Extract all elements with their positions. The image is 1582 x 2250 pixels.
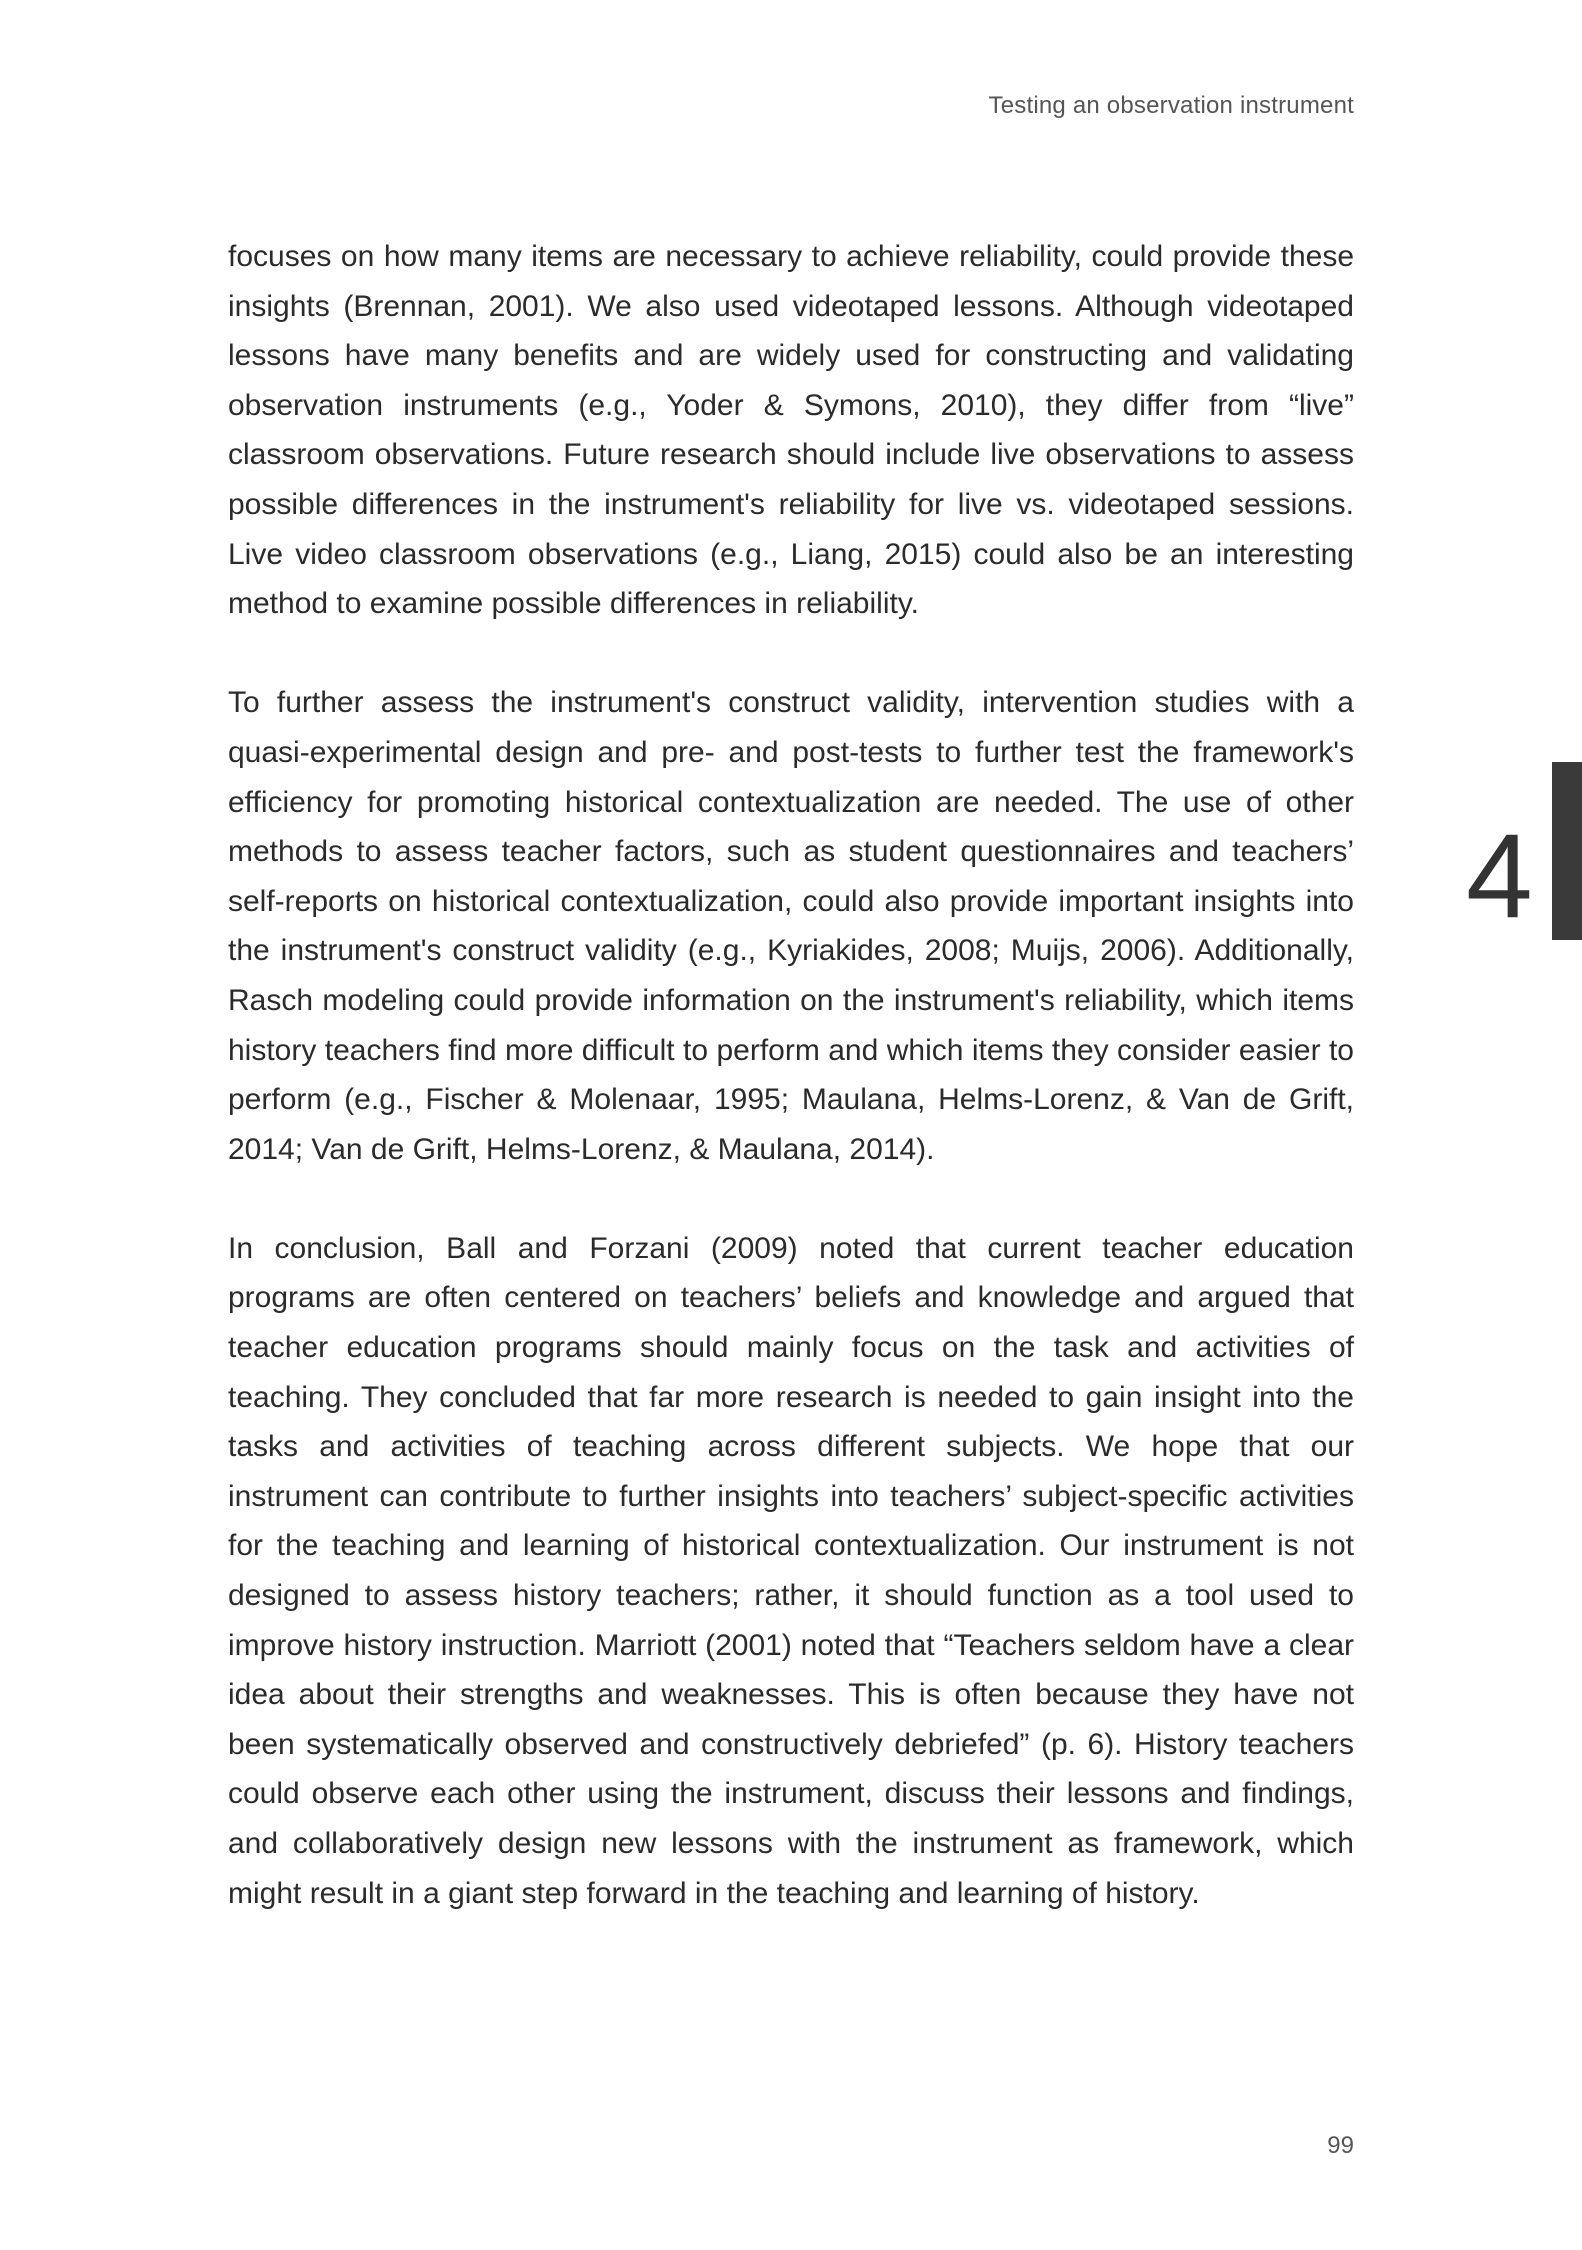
paragraph-2: To further assess the instrument's construct validity, intervention studies with a quasi-experimental design and pre- and post-tests to further test the framework's efficiency for promoting historical contextualization are needed. The use of other methods to assess teacher factors, such as student questionnaires and teachers’ self-reports on historical contextualization, could also provide important insights into the instrument's construct validity (e.g., Kyriakides, 2008; Muijs, 2006). Additionally, Rasch modeling could provide information on the instrument's reliability, which items history teachers find more difficult to perform and which items they consider easier to perform (e.g., Fischer & Molenaar, 1995; Maulana, Helms-Lorenz, & Van de Grift, 2014; Van de Grift, Helms-Lorenz, & Maulana, 2014). <box>228 686 1354 1166</box>
chapter-thumb-tab <box>1552 762 1582 940</box>
chapter-number: 4 <box>1466 809 1533 943</box>
paragraph-3: In conclusion, Ball and Forzani (2009) noted that current teacher education programs are often centered on teachers’ beliefs and knowledge and argued that teacher education programs should mainly focus on the task and activities of teaching. They concluded that far more research is needed to gain insight into the tasks and activities of teaching across different subjects. We hope that our instrument can contribute to further insights into teachers’ subject-specific activities for the teaching and learning of historical contextualization. Our instrument is not designed to assess history teachers; rather, it should function as a tool used to improve history instruction. Marriott (2001) noted that “Teachers seldom have a clear idea about their strengths and weaknesses. This is often because they have not been systematically observed and constructively debriefed” (p. 6). History teachers could observe each other using the instrument, discuss their lessons and findings, and collaboratively design new lessons with the instrument as framework, which might result in a giant step forward in the teaching and learning of history. <box>228 1231 1354 1910</box>
running-header: Testing an observation instrument <box>988 92 1354 119</box>
page-number: 99 <box>1327 2132 1354 2159</box>
body-text <box>228 232 1354 1968</box>
paragraph-1: focuses on how many items are necessary to achieve reliability, could provide these insights (Brennan, 2001). We also used videotaped lessons. Although videotaped lessons have many benefits and are widely used for constructing and validating observation instruments (e.g., Yoder & Symons, 2010), they differ from “live” classroom observations. Future research should include live observations to assess possible differences in the instrument's reliability for live vs. videotaped sessions. Live video classroom observations (e.g., Liang, 2015) could also be an interesting method to examine possible differences in reliability. <box>228 240 1354 621</box>
